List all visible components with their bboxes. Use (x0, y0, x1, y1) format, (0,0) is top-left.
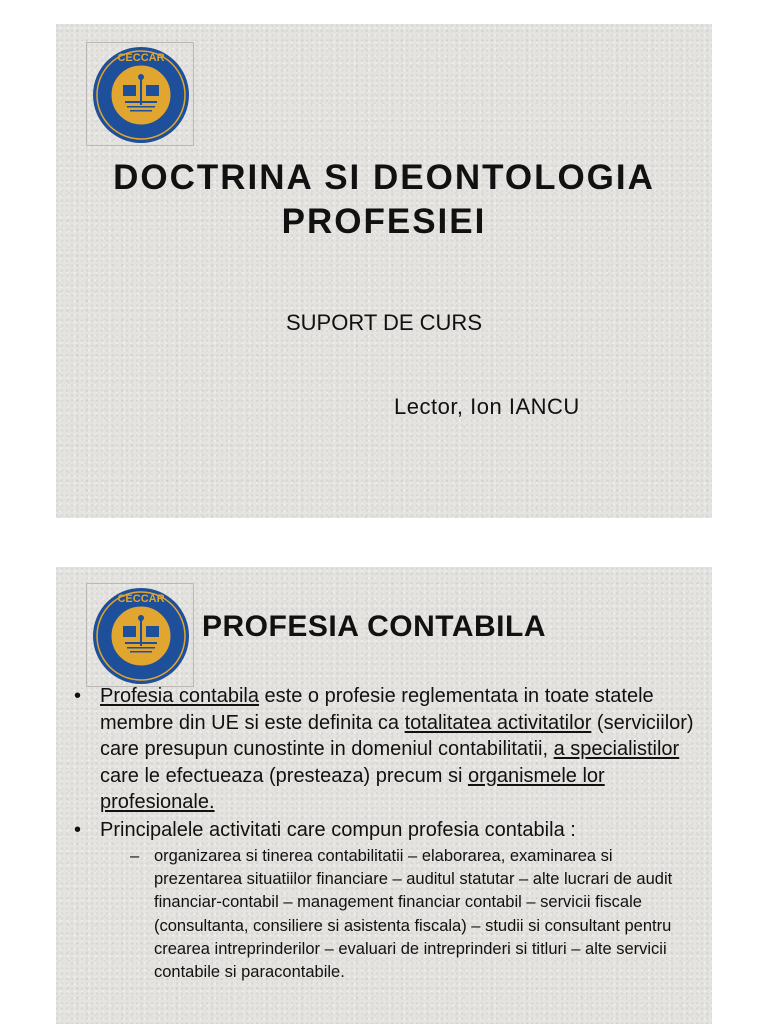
slide-title: PROFESIA CONTABILA (202, 610, 546, 643)
underlined-term: a specialistilor (553, 738, 680, 760)
underlined-term: totalitatea activitatilor (404, 711, 592, 734)
svg-text:CECCAR: CECCAR (117, 52, 165, 64)
bullet-item-activities (74, 817, 694, 985)
course-title (56, 156, 712, 244)
content-slide (56, 567, 712, 1024)
svg-text:CECCAR: CECCAR (117, 593, 165, 605)
underlined-term: organismele lor profesionale. (100, 764, 605, 813)
ceccar-logo (86, 583, 194, 687)
bullet-text: Principalele activitati care compun profesia contabila : (100, 818, 576, 841)
ceccar-seal-icon (87, 43, 195, 147)
author-line: Lector, Ion IANCU (394, 394, 580, 419)
bullet-text: este o profesie reglementata in toate statele membre din UE si este definita ca (100, 685, 654, 734)
bullet-text: (serviciilor) care presupun cunostinte in domeniul contabilitatii, (100, 711, 694, 760)
ceccar-seal-icon (87, 584, 195, 688)
course-subtitle: SUPORT DE CURS (285, 310, 482, 335)
course-title-line1: DOCTRINA SI DEONTOLOGIA (113, 158, 655, 197)
ceccar-logo (86, 42, 194, 146)
bullet-text: care le efectueaza (presteaza) precum si (100, 764, 468, 787)
sub-bullet-item: – organizarea si tinerea contabilitatii – elaborarea, examinarea si prezentarea situatiilor financiare – auditul statutar – alte lucrari de audit financiar-contabil – management financiar contabil – servicii fiscale (consultanta, consiliere si asistenta fiscala) – studii si consultant pentru crearea intreprinderilor – evaluari de intreprinderi si titluri – alte servicii contabile si paracontabile. (130, 845, 694, 984)
bullet-item-definition (74, 683, 694, 816)
title-slide (56, 24, 712, 518)
underlined-term: Profesia contabila (100, 685, 259, 707)
bullet-list (74, 683, 694, 985)
course-title-line2: PROFESIEI (281, 202, 487, 241)
